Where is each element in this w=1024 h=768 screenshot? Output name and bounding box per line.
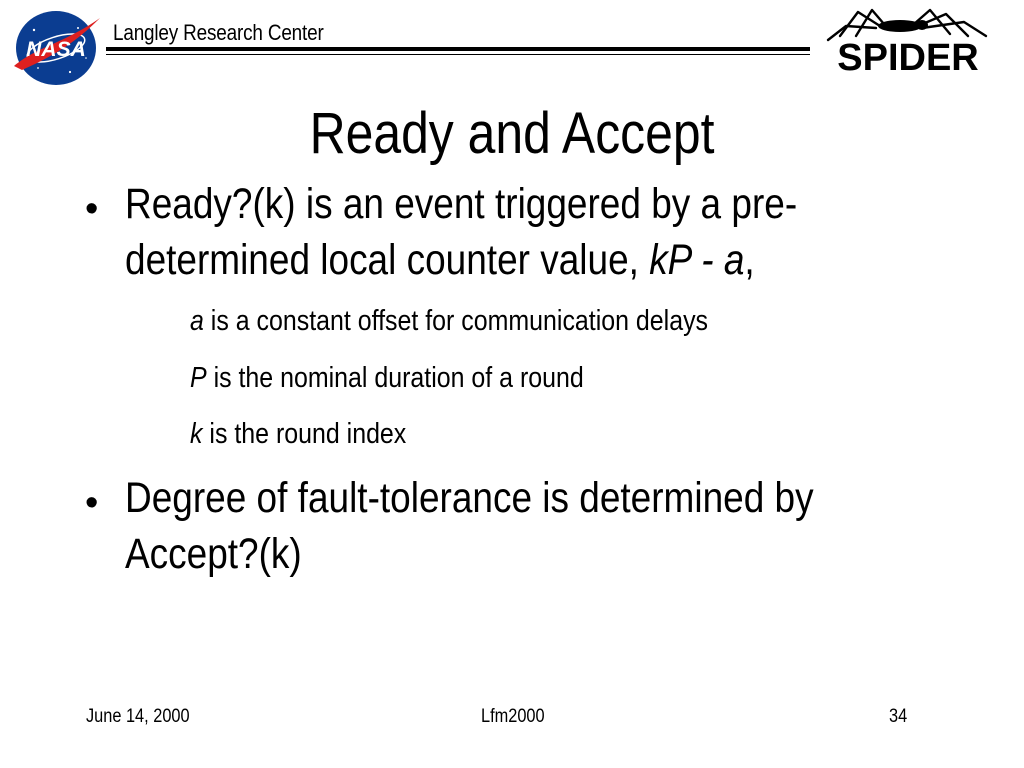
sub-item (190, 305, 708, 338)
sub-item-text: is the round index (202, 418, 407, 450)
spider-logo-text: SPIDER (837, 37, 979, 76)
nasa-logo (8, 6, 104, 88)
header-rule (106, 47, 810, 51)
spider-logo (818, 6, 998, 76)
sub-item-var: a (190, 305, 204, 337)
bullet-1-line-2-end: , (744, 236, 755, 284)
formula-minus: - (690, 236, 724, 284)
footer-page-number: 34 (889, 706, 908, 727)
sub-item-var: k (190, 418, 203, 450)
sub-item-var: P (190, 362, 207, 394)
bullet-marker: • (85, 188, 99, 230)
nasa-logo-text: NASA (26, 38, 86, 61)
slide-title: Ready and Accept (309, 101, 715, 166)
sub-item-text: is the nominal duration of a round (206, 362, 584, 394)
header-rule-thin (106, 54, 810, 55)
sub-item (190, 362, 584, 395)
bullet-1-line-2-text: determined local counter value, (125, 236, 650, 284)
bullet-1-line-2 (125, 236, 755, 285)
header-organization: Langley Research Center (113, 20, 324, 45)
bullet-marker: • (85, 482, 99, 524)
sub-item (190, 418, 406, 451)
bullet-1-line-1: Ready?(k) is an event triggered by a pre- (125, 180, 798, 228)
bullet-2-line-2: Accept?(k) (125, 530, 302, 578)
footer-event: Lfm2000 (481, 706, 545, 727)
footer-date: June 14, 2000 (86, 706, 190, 727)
formula-kp: kP (649, 236, 691, 284)
formula-a: a (723, 236, 745, 284)
bullet-2-line-1: Degree of fault-tolerance is determined by (125, 474, 814, 522)
sub-item-text: is a constant offset for communication delays (203, 305, 709, 337)
